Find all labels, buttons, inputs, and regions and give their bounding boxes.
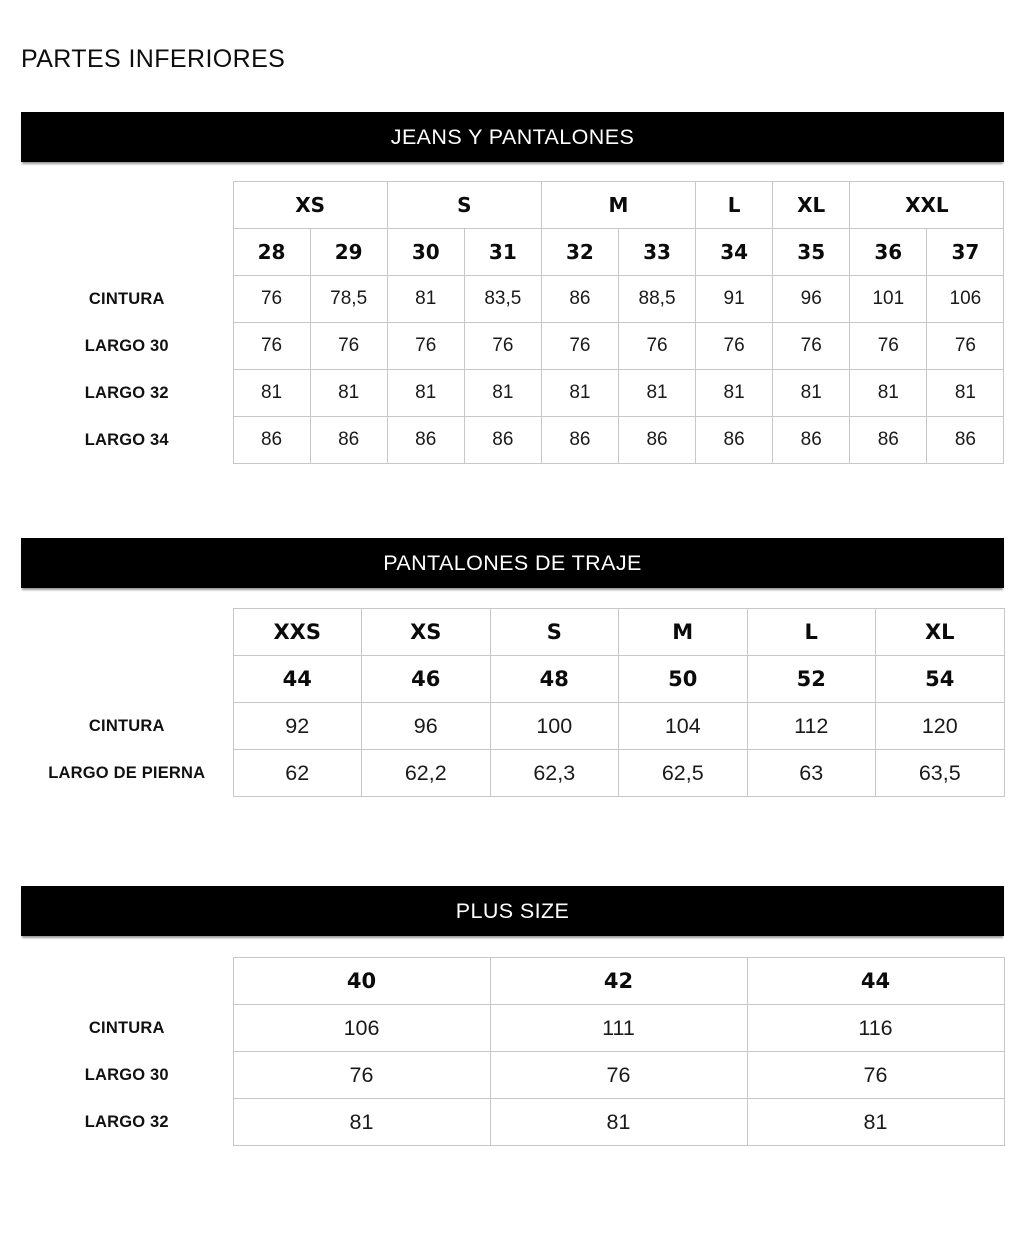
measurement-row	[21, 1052, 1004, 1099]
measurement-cell: 76	[541, 323, 618, 370]
measurement-cell: 81	[387, 276, 464, 323]
measurement-row	[21, 323, 1004, 370]
section-pantalones-de-traje	[21, 538, 1004, 797]
measurement-cell: 86	[773, 417, 850, 464]
size-header-cell: 48	[490, 656, 619, 703]
measurement-cell: 76	[233, 323, 310, 370]
section-plus-size	[21, 886, 1004, 1146]
measurement-cell: 81	[773, 370, 850, 417]
measurement-cell: 76	[927, 323, 1004, 370]
measurement-cell: 101	[850, 276, 927, 323]
measurement-cell: 81	[927, 370, 1004, 417]
measurement-cell: 106	[927, 276, 1004, 323]
size-header-cell: 54	[876, 656, 1005, 703]
group-header-row	[21, 182, 1004, 229]
measurement-cell: 81	[490, 1099, 747, 1146]
measurement-row	[21, 417, 1004, 464]
size-header-cell: 37	[927, 229, 1004, 276]
row-label: LARGO 32	[84, 1112, 169, 1131]
measurement-cell: 76	[464, 323, 541, 370]
size-header-cell: 34	[696, 229, 773, 276]
corner-spacer	[21, 609, 233, 656]
banner-plus-size: PLUS SIZE	[21, 886, 1004, 936]
size-header-cell: 42	[490, 958, 747, 1005]
row-label: CINTURA	[88, 289, 165, 308]
size-header-row	[21, 229, 1004, 276]
measurement-cell: 81	[850, 370, 927, 417]
measurement-cell: 86	[541, 276, 618, 323]
measurement-cell: 112	[747, 703, 876, 750]
measurement-cell: 76	[233, 1052, 490, 1099]
measurement-cell: 86	[387, 417, 464, 464]
measurement-cell: 81	[747, 1099, 1004, 1146]
measurement-row	[21, 276, 1004, 323]
group-header-cell: XXL	[850, 182, 1004, 229]
corner-spacer	[21, 182, 233, 229]
size-header-cell: 30	[387, 229, 464, 276]
size-header-cell: 35	[773, 229, 850, 276]
measurement-cell: 76	[773, 323, 850, 370]
row-label: LARGO 30	[84, 1065, 169, 1084]
group-header-cell: XL	[876, 609, 1005, 656]
measurement-row	[21, 370, 1004, 417]
measurement-cell: 81	[464, 370, 541, 417]
measurement-cell: 81	[233, 370, 310, 417]
measurement-cell: 92	[233, 703, 362, 750]
group-header-cell: M	[619, 609, 748, 656]
measurement-cell: 96	[362, 703, 491, 750]
group-header-cell: L	[747, 609, 876, 656]
measurement-cell: 83,5	[464, 276, 541, 323]
measurement-cell: 63,5	[876, 750, 1005, 797]
size-header-cell: 44	[233, 656, 362, 703]
group-header-cell: XXS	[233, 609, 362, 656]
measurement-row	[21, 1099, 1004, 1146]
size-header-cell: 31	[464, 229, 541, 276]
size-header-cell: 32	[541, 229, 618, 276]
measurement-cell: 91	[696, 276, 773, 323]
size-header-cell: 50	[619, 656, 748, 703]
measurement-cell: 81	[618, 370, 695, 417]
measurement-row	[21, 750, 1004, 797]
size-header-cell: 40	[233, 958, 490, 1005]
page-title: PARTES INFERIORES	[21, 45, 286, 73]
measurement-cell: 86	[464, 417, 541, 464]
measurement-cell: 76	[233, 276, 310, 323]
measurement-cell: 86	[850, 417, 927, 464]
size-header-cell: 44	[747, 958, 1004, 1005]
corner-spacer	[21, 958, 233, 1005]
size-table-plus-size	[21, 957, 1005, 1146]
group-header-row	[21, 609, 1004, 656]
measurement-cell: 78,5	[310, 276, 387, 323]
measurement-cell: 116	[747, 1005, 1004, 1052]
measurement-cell: 76	[387, 323, 464, 370]
group-header-cell: XS	[362, 609, 491, 656]
section-jeans-y-pantalones	[21, 112, 1004, 464]
corner-spacer	[21, 656, 233, 703]
measurement-cell: 86	[618, 417, 695, 464]
group-header-cell: M	[541, 182, 695, 229]
group-header-cell: L	[696, 182, 773, 229]
measurement-cell: 100	[490, 703, 619, 750]
measurement-cell: 81	[387, 370, 464, 417]
measurement-cell: 81	[233, 1099, 490, 1146]
measurement-cell: 81	[310, 370, 387, 417]
measurement-cell: 76	[310, 323, 387, 370]
banner-jeans-y-pantalones: JEANS Y PANTALONES	[21, 112, 1004, 162]
measurement-cell: 76	[696, 323, 773, 370]
measurement-cell: 76	[747, 1052, 1004, 1099]
group-header-cell: XS	[233, 182, 387, 229]
row-label: CINTURA	[88, 716, 165, 735]
measurement-cell: 86	[541, 417, 618, 464]
measurement-row	[21, 1005, 1004, 1052]
size-header-cell: 29	[310, 229, 387, 276]
corner-spacer	[21, 229, 233, 276]
measurement-cell: 81	[541, 370, 618, 417]
size-header-row	[21, 958, 1004, 1005]
measurement-cell: 76	[618, 323, 695, 370]
measurement-cell: 62,2	[362, 750, 491, 797]
measurement-cell: 86	[927, 417, 1004, 464]
measurement-cell: 86	[233, 417, 310, 464]
measurement-cell: 62,5	[619, 750, 748, 797]
measurement-cell: 63	[747, 750, 876, 797]
measurement-cell: 88,5	[618, 276, 695, 323]
size-header-cell: 52	[747, 656, 876, 703]
measurement-cell: 62,3	[490, 750, 619, 797]
size-header-cell: 46	[362, 656, 491, 703]
row-label: CINTURA	[88, 1018, 165, 1037]
size-header-cell: 33	[618, 229, 695, 276]
row-label: LARGO 30	[84, 336, 169, 355]
measurement-cell: 120	[876, 703, 1005, 750]
measurement-cell: 62	[233, 750, 362, 797]
measurement-cell: 86	[310, 417, 387, 464]
measurement-row	[21, 703, 1004, 750]
row-label: LARGO DE PIERNA	[48, 763, 206, 782]
measurement-cell: 96	[773, 276, 850, 323]
size-table-jeans-y-pantalones	[21, 181, 1004, 464]
row-label: LARGO 32	[84, 383, 169, 402]
measurement-cell: 104	[619, 703, 748, 750]
measurement-cell: 76	[850, 323, 927, 370]
size-header-cell: 28	[233, 229, 310, 276]
size-header-row	[21, 656, 1004, 703]
group-header-cell: XL	[773, 182, 850, 229]
row-label: LARGO 34	[84, 430, 169, 449]
banner-pantalones-de-traje: PANTALONES DE TRAJE	[21, 538, 1004, 588]
measurement-cell: 86	[696, 417, 773, 464]
group-header-cell: S	[490, 609, 619, 656]
group-header-cell: S	[387, 182, 541, 229]
measurement-cell: 111	[490, 1005, 747, 1052]
measurement-cell: 81	[696, 370, 773, 417]
size-header-cell: 36	[850, 229, 927, 276]
measurement-cell: 76	[490, 1052, 747, 1099]
measurement-cell: 106	[233, 1005, 490, 1052]
size-table-pantalones-de-traje	[21, 608, 1005, 797]
